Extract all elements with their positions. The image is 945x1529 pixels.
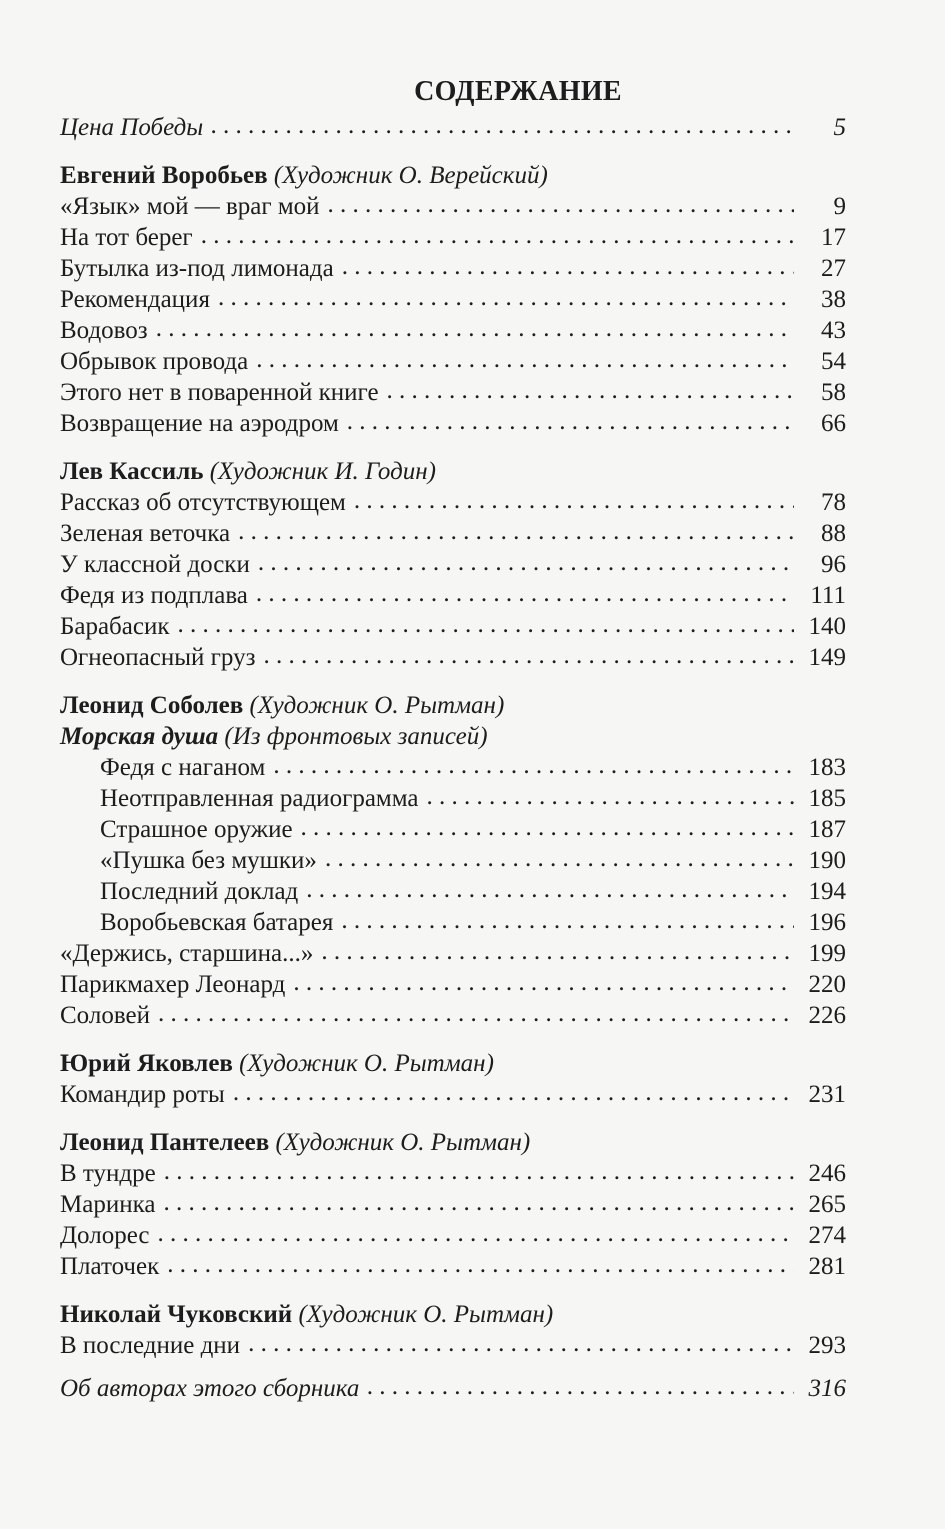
toc-entry xyxy=(60,1189,846,1220)
author-name: Леонид Соболев xyxy=(60,692,244,719)
toc-entry xyxy=(60,549,846,580)
toc-entry xyxy=(60,876,846,907)
dot-leader xyxy=(273,750,794,781)
dot-leader xyxy=(342,251,794,282)
dot-leader xyxy=(238,516,794,547)
author-name: Николай Чуковский xyxy=(60,1301,293,1328)
entry-title: У классной доски xyxy=(60,551,250,578)
entry-title: Командир роты xyxy=(60,1081,225,1108)
dot-leader xyxy=(341,905,794,936)
toc-entry xyxy=(60,1330,846,1361)
dot-leader xyxy=(233,1077,794,1108)
entry-title: Обрывок провода xyxy=(60,348,249,375)
entry-title: На тот берег xyxy=(60,224,193,251)
toc-entry xyxy=(60,191,846,222)
dot-leader xyxy=(367,1371,794,1402)
entry-page: 43 xyxy=(821,317,846,344)
author-heading xyxy=(60,1299,846,1330)
entry-page: 199 xyxy=(808,940,846,967)
spacer xyxy=(60,1031,846,1048)
toc-entry xyxy=(60,253,846,284)
entry-title: Бутылка из-под лимонада xyxy=(60,255,334,282)
dot-leader xyxy=(306,874,794,905)
dot-leader xyxy=(163,1187,794,1218)
entry-title: Рассказ об отсутствующем xyxy=(60,489,346,516)
entry-page: 111 xyxy=(810,582,846,609)
toc-entry xyxy=(60,611,846,642)
toc-entry xyxy=(60,377,846,408)
entry-page: 246 xyxy=(808,1160,846,1187)
entry-page: 281 xyxy=(808,1253,846,1280)
toc-entry xyxy=(60,284,846,315)
illustrator-note: (Художник О. Рытман) xyxy=(298,1301,554,1328)
table-of-contents xyxy=(60,72,846,1404)
entry-title: «Пушка без мушки» xyxy=(100,847,317,874)
dot-leader xyxy=(293,967,794,998)
author-heading xyxy=(60,1127,846,1158)
entry-title: Последний доклад xyxy=(100,878,299,905)
dot-leader xyxy=(347,406,794,437)
illustrator-note: (Художник О. Рытман) xyxy=(249,692,505,719)
entry-page: 274 xyxy=(808,1222,846,1249)
toc-entry xyxy=(60,642,846,673)
illustrator-note: (Художник И. Годин) xyxy=(209,458,436,485)
toc-entry-outro xyxy=(60,1373,846,1404)
entry-page: 38 xyxy=(821,286,846,313)
entry-page: 58 xyxy=(821,379,846,406)
toc-entry xyxy=(60,315,846,346)
dot-leader xyxy=(178,609,795,640)
author-heading xyxy=(60,160,846,191)
entry-title: Федя из подплава xyxy=(60,582,248,609)
subsection-title: Морская душа xyxy=(60,723,219,750)
entry-title: Барабасик xyxy=(60,613,170,640)
entry-title: Рекомендация xyxy=(60,286,210,313)
entry-title: Платочек xyxy=(60,1253,160,1280)
entry-page: 66 xyxy=(821,410,846,437)
dot-leader xyxy=(167,1249,794,1280)
dot-leader xyxy=(201,220,794,251)
entry-page: 5 xyxy=(833,114,846,141)
entry-page: 265 xyxy=(808,1191,846,1218)
entry-title: Соловей xyxy=(60,1002,150,1029)
entry-page: 220 xyxy=(808,971,846,998)
illustrator-note: (Художник О. Рытман) xyxy=(239,1050,494,1077)
toc-entry xyxy=(60,346,846,377)
dot-leader xyxy=(211,110,794,141)
spacer xyxy=(60,439,846,456)
page-title: СОДЕРЖАНИЕ xyxy=(414,76,622,107)
entry-title: Маринка xyxy=(60,1191,156,1218)
toc-entry xyxy=(60,938,846,969)
toc-entry xyxy=(60,1079,846,1110)
dot-leader xyxy=(325,843,794,874)
entry-page: 17 xyxy=(821,224,846,251)
entry-page: 185 xyxy=(808,785,846,812)
entry-title: Цена Победы xyxy=(60,114,204,141)
dot-leader xyxy=(256,344,794,375)
author-name: Юрий Яковлев xyxy=(60,1050,233,1077)
entry-title: «Язык» мой — враг мой xyxy=(60,193,320,220)
entry-title: Долорес xyxy=(60,1222,150,1249)
entry-page: 190 xyxy=(808,847,846,874)
entry-page: 231 xyxy=(808,1081,846,1108)
toc-entry xyxy=(60,907,846,938)
spacer xyxy=(60,673,846,690)
dot-leader xyxy=(354,485,794,516)
spacer xyxy=(60,1110,846,1127)
subsection-note: (Из фронтовых записей) xyxy=(224,723,488,750)
spacer xyxy=(60,143,846,160)
entry-page: 194 xyxy=(808,878,846,905)
entry-title: Воробьевская батарея xyxy=(100,909,334,936)
toc-entry xyxy=(60,845,846,876)
toc-entry xyxy=(60,1220,846,1251)
entry-page: 9 xyxy=(833,193,846,220)
entry-page: 140 xyxy=(808,613,846,640)
toc-entry xyxy=(60,783,846,814)
dot-leader xyxy=(218,282,794,313)
entry-title: Федя с наганом xyxy=(100,754,266,781)
dot-leader xyxy=(158,998,794,1029)
entry-title: Водовоз xyxy=(60,317,148,344)
author-heading xyxy=(60,456,846,487)
entry-title: В последние дни xyxy=(60,1332,241,1359)
toc-entry xyxy=(60,1158,846,1189)
entry-title: Парикмахер Леонард xyxy=(60,971,286,998)
entry-title: Страшное оружие xyxy=(100,816,293,843)
entry-page: 54 xyxy=(821,348,846,375)
dot-leader xyxy=(387,375,794,406)
author-heading xyxy=(60,1048,846,1079)
dot-leader xyxy=(301,812,794,843)
spacer xyxy=(60,1282,846,1299)
entry-title: Зеленая веточка xyxy=(60,520,231,547)
entry-page: 78 xyxy=(821,489,846,516)
dot-leader xyxy=(426,781,794,812)
entry-title: Огнеопасный груз xyxy=(60,644,256,671)
toc-entry xyxy=(60,1251,846,1282)
entry-page: 226 xyxy=(808,1002,846,1029)
entry-page: 183 xyxy=(808,754,846,781)
entry-page: 96 xyxy=(821,551,846,578)
toc-entry xyxy=(60,752,846,783)
entry-page: 316 xyxy=(808,1375,846,1402)
toc-entry xyxy=(60,580,846,611)
author-name: Леонид Пантелеев xyxy=(60,1129,270,1156)
toc-entry xyxy=(60,969,846,1000)
dot-leader xyxy=(248,1328,794,1359)
entry-title: В тундре xyxy=(60,1160,156,1187)
entry-page: 27 xyxy=(821,255,846,282)
toc-entry xyxy=(60,1000,846,1031)
entry-title: Неотправленная радиограмма xyxy=(100,785,419,812)
dot-leader xyxy=(158,1218,794,1249)
dot-leader xyxy=(263,640,794,671)
entry-title: Этого нет в поваренной книге xyxy=(60,379,379,406)
entry-page: 187 xyxy=(808,816,846,843)
author-heading xyxy=(60,690,846,721)
entry-page: 293 xyxy=(808,1332,846,1359)
toc-entry xyxy=(60,408,846,439)
entry-title: Возвращение на аэродром xyxy=(60,410,339,437)
dot-leader xyxy=(321,936,794,967)
dot-leader xyxy=(256,578,794,609)
entry-title: Об авторах этого сборника xyxy=(60,1375,360,1402)
author-name: Лев Кассиль xyxy=(60,458,204,485)
entry-page: 88 xyxy=(821,520,846,547)
toc-entry xyxy=(60,222,846,253)
dot-leader xyxy=(156,313,794,344)
author-name: Евгений Воробьев xyxy=(60,162,268,189)
dot-leader xyxy=(328,189,794,220)
toc-entry xyxy=(60,487,846,518)
dot-leader xyxy=(164,1156,794,1187)
subsection-heading xyxy=(60,721,846,752)
entry-page: 196 xyxy=(808,909,846,936)
entry-page: 149 xyxy=(808,644,846,671)
illustrator-note: (Художник О. Рытман) xyxy=(275,1129,531,1156)
illustrator-note: (Художник О. Верейский) xyxy=(273,162,548,189)
dot-leader xyxy=(258,547,794,578)
toc-entry xyxy=(60,814,846,845)
toc-entry xyxy=(60,518,846,549)
entry-title: «Держись, старшина...» xyxy=(60,940,314,967)
toc-entry-intro xyxy=(60,112,846,143)
